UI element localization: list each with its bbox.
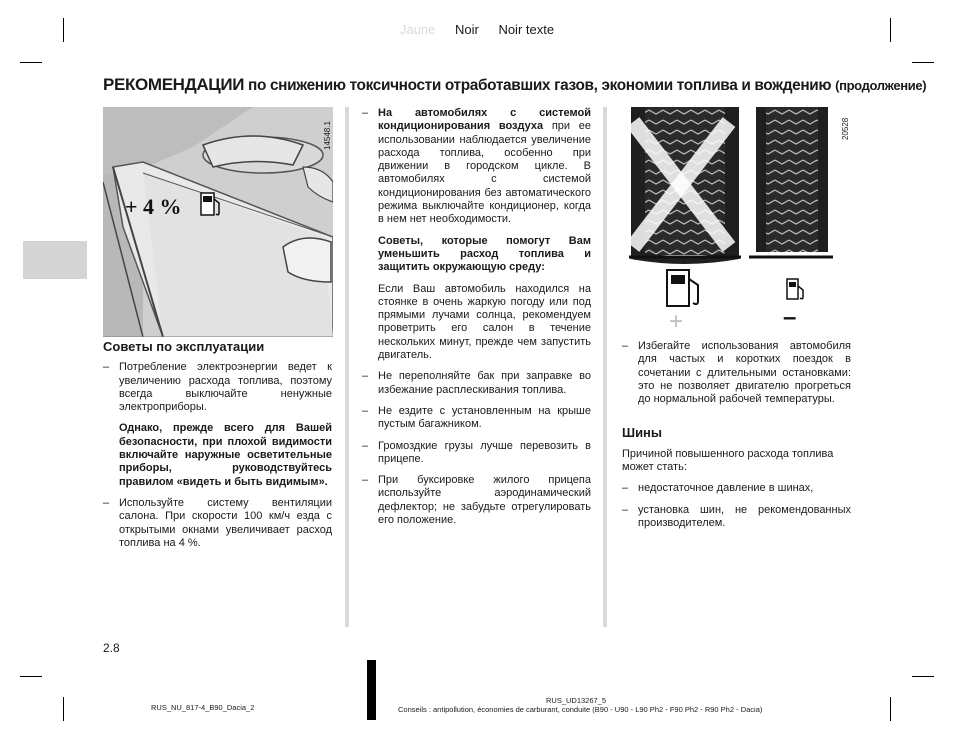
list-item xyxy=(362,107,591,227)
tires-intro: Причиной повышенного расхода топлива может стать: xyxy=(622,447,834,474)
footer-file-id: RUS_NU_817-4_B90_Dacia_2 xyxy=(151,703,255,712)
crop-mark xyxy=(20,62,42,63)
list-item: – Не переполняйте бак при заправке во избежание расплескивания топлива. xyxy=(362,370,591,397)
middle-column xyxy=(362,107,591,535)
crop-mark xyxy=(912,676,934,677)
list-item: – При буксировке жилого прицепа используйте аэродинамический дефлектор; не забудьте отрегулировать его положение. xyxy=(362,474,591,527)
color-separation-bar xyxy=(0,22,954,37)
crop-mark xyxy=(912,62,934,63)
chapter-tab xyxy=(23,241,87,279)
aircon-text: при ее использовании наблюдается увеличение расхода топлива, особенно при движении в городском цикле. В автомобилях с системой кондиционирования без автоматического режима выключайте кондиционер, когда в нем нет необходимости. xyxy=(378,120,591,226)
crop-mark xyxy=(890,697,891,721)
fuel-pump-icon xyxy=(667,270,698,306)
list-item: – Громоздкие грузы лучше перевозить в прицепе. xyxy=(362,440,591,467)
page-title-rest: по снижению токсичности отработавших газов, экономии топлива и вождению xyxy=(244,77,836,94)
ventilation-percent-text: + 4 % xyxy=(125,194,182,219)
list-item: – Потребление электроэнергии ведет к увеличению расхода топлива, поэтому всегда выключайте ненужные электроприборы. xyxy=(103,361,332,414)
color-noir-texte: Noir texte xyxy=(498,22,555,37)
underinflated-tire xyxy=(631,107,739,260)
left-column xyxy=(103,340,332,558)
crop-mark xyxy=(63,697,64,721)
section-title-usage: Советы по эксплуатации xyxy=(103,339,265,354)
section-title-tires: Шины xyxy=(622,425,663,441)
figure-code: 14548.1 xyxy=(323,121,332,150)
list-item: – Используйте систему вентиляции салона. При скорости 100 км/ч езда с открытыми окнами увеличивает расход топлива на 4 %. xyxy=(103,497,332,550)
crop-mark xyxy=(20,676,42,677)
list-item: – Избегайте использования автомобиля для частых и коротких поездок в сочетании с длительными остановками: это не позволяет двигателю прогреться до нормальной рабочей температуры. xyxy=(622,340,851,406)
column-divider xyxy=(345,107,349,627)
color-jaune: Jaune xyxy=(399,22,436,37)
increase-sign: + xyxy=(669,308,684,335)
page-number: 2.8 xyxy=(103,641,120,655)
aircon-bold: На автомобилях с системой кондиционирования воздуха xyxy=(378,107,591,133)
footer-code: RUS_UD13267_5 xyxy=(546,696,607,705)
footer-description: Conseils : antipollution, économies de carburant, conduite (B90 - U90 - L90 Ph2 - F90 Ph2 - R90 Ph2 - Dacia) xyxy=(398,705,763,714)
register-bar xyxy=(367,660,376,720)
page-title xyxy=(103,75,927,95)
normal-tire xyxy=(756,107,828,252)
window-illustration xyxy=(103,107,333,337)
list-item: – недостаточное давление в шинах, xyxy=(622,482,851,495)
advice-title: Советы, которые помогут Вам уменьшить расход топлива и защитить окружающую среду: xyxy=(378,234,591,274)
tires-illustration xyxy=(621,107,851,337)
page-title-main: РЕКОМЕНДАЦИИ xyxy=(103,75,245,94)
right-column xyxy=(622,340,851,538)
fuel-pump-icon xyxy=(787,279,803,299)
column-divider xyxy=(603,107,607,627)
list-item: – установка шин, не рекомендованных производителем. xyxy=(622,504,851,531)
safety-warning: Однако, прежде всего для Вашей безопасности, при плохой видимости включайте наружные осветительные приборы, руководствуйтесь правилом «видеть и быть видимым». xyxy=(119,422,332,488)
figure-code: 20528 xyxy=(841,117,850,140)
color-noir: Noir xyxy=(454,22,479,37)
list-item: – Не ездите с установленным на крыше пустым багажником. xyxy=(362,405,591,432)
decrease-sign: – xyxy=(783,304,797,331)
page-title-suffix: (продолжение) xyxy=(835,78,927,93)
advice-body: Если Ваш автомобиль находился на стоянке в очень жаркую погоду или под прямыми лучами солнца, рекомендуем проветрить его салон в течение нескольких минут, прежде чем запустить двигатель. xyxy=(378,282,591,362)
